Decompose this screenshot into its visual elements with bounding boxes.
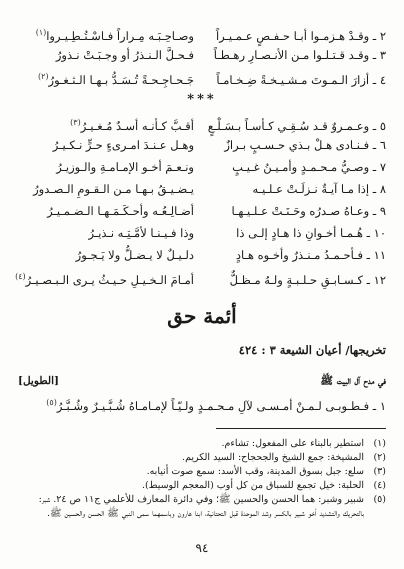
verse-second-hemistich: أمـامَ الـخـيـلِ حـيـثُ يـرى الـبـصـيـرُ	[25, 272, 194, 287]
footnote-marker[interactable]: (٢)	[37, 72, 49, 81]
verse-first-hemistich: ١ ـ فـطـوبـى لـمـنْ أمـسـى لآلِ مـحـمـدٍ	[197, 398, 386, 413]
occasion-row	[18, 370, 386, 392]
verse-first-hemistich: ٦ ـ فـنـادى هـلْ بـذي حـسـبٍ بـرازٌ	[224, 138, 386, 152]
verse-second-hemistich: دلـيـلٌ لا يـضـلُّ ولا يَـجـورُ	[75, 248, 194, 262]
footnotes	[18, 437, 386, 521]
footnote-number: (٢)	[373, 452, 386, 463]
verse-first-hemistich: ٩ ـ وعـاهُ صـدرُه وحَـنَـتْ عـلـيـهـا	[231, 204, 386, 218]
verse-second-hemistich-wrap	[18, 178, 194, 200]
verse-second-hemistich: وذا فـيـنـا لأمَّـتِـه نـذيـرُ	[88, 226, 194, 240]
verse-line	[18, 134, 386, 156]
footnote-item	[18, 479, 386, 493]
footnote-marker[interactable]: (٤)	[15, 272, 26, 281]
verse-line	[18, 66, 386, 88]
verse-first-hemistich: ٥ ـ وعـمـروٌ قـد سُـقِـي كـأسـاً بـسَـلْـعٍ	[207, 118, 386, 133]
verse-first-hemistich: ٧ ـ وصـيُّ مـحـمـدٍ وأمـيـنُ غـيـبٍ	[232, 160, 386, 174]
footnote-item	[18, 451, 386, 465]
verse-second-hemistich: ولـيّـاً لإمـامـاهُ شُـبَّـيـرٌ وشُـبَّـرُ	[56, 398, 194, 413]
footnote-marker[interactable]: (١)	[35, 28, 47, 37]
footnote-marker[interactable]: (٣)	[70, 118, 81, 127]
footnote-number: (٣)	[373, 466, 386, 477]
footnote-marker[interactable]: (٥)	[46, 398, 57, 407]
poem-b	[15, 112, 386, 288]
verse-line	[18, 156, 386, 178]
verse-line	[18, 178, 386, 200]
footnote-text: استطير بالبناء على المفعول: تشاءم.	[221, 438, 364, 449]
verse-second-hemistich: أضـالِـعُـه وأحـكَـمَـهـا الـضـمـيـرُ	[47, 204, 194, 218]
verse-line	[18, 112, 386, 134]
verse-first-hemistich: ٢ ـ وقـدْ هـزمـوا أبـا حـفـصٍ عـمـيـراً	[215, 28, 386, 43]
poem-a	[18, 22, 386, 88]
footnote-text: سلع: جبل بسوق المدينة، وقب الأسد: سمع صوت أنيابه.	[146, 466, 364, 477]
verse-second-hemistich-wrap	[18, 244, 194, 266]
verse-second-hemistich-wrap	[18, 200, 194, 222]
book-page	[15, 22, 386, 552]
verse-first-hemistich: ١٠ ـ هُـمـا أخـوانِ ذا هـادٍ إلـى ذا	[236, 226, 386, 240]
verse-first-hemistich: ٤ ـ أزارَ الـمـوتَ مـشـيـخـةً ضِـخـامـاً	[216, 72, 386, 87]
verse-second-hemistich-wrap	[18, 222, 194, 244]
verse-line	[18, 244, 386, 266]
verse-second-hemistich: يـضـيـقُ بـهـا مـن الـقـومِ الـصـدورُ	[33, 182, 194, 196]
verse-second-hemistich-wrap	[18, 66, 194, 91]
footnote-item	[18, 437, 386, 451]
verse-second-hemistich-wrap	[18, 134, 194, 156]
verse-first-hemistich: ٨ ـ إذا مـا آيـةٌ نـزلَـتْ عـلـيـه	[252, 182, 386, 196]
verse-second-hemistich-wrap	[15, 266, 194, 291]
verse-line	[15, 266, 386, 288]
source-line: تخريجها/ أعيان الشيعة ٣ : ٤٢٤	[238, 343, 386, 357]
verse-first-hemistich: ١١ ـ فـأحـمـدُ مـنـذرٌ وأخـوه هـادٍ	[235, 248, 386, 262]
verse-second-hemistich: وصـاحِـبَـه مِـراراً فـاسْـتُـطِـيـروا	[46, 28, 194, 43]
verse-first-hemistich: ١٢ ـ كـسـابـقِ حـلـبـةٍ ولـهُ مـظـلٌّ	[229, 272, 386, 287]
footnote-divider	[216, 428, 386, 429]
footnote-text: المشيخة: جمع الشيخ والجحجاح: السيد الكريم.	[182, 452, 364, 463]
footnote-item	[18, 493, 386, 521]
footnote-item	[18, 465, 386, 479]
verse-second-hemistich: أقـبَّ كـأنـه أسـدٌ مُـغـيـرُ	[80, 118, 194, 133]
verse-second-hemistich: ونـعـمَ أخـو الإمـامـةِ والـوزيـرُ	[56, 160, 194, 174]
verse-line	[18, 222, 386, 244]
verse-second-hemistich: جَـحـاجِـحـةً تُـسَـدُّ بـهـا الـثـغـورُ	[48, 72, 194, 87]
verse-second-hemistich: وهـل عـنـدَ امـرىءٍ حـرٍّ نـكـيـرُ	[52, 138, 194, 152]
verse-line	[18, 22, 386, 44]
section-title: أئمة حق	[167, 304, 237, 328]
footnote-number: (٥)	[373, 494, 386, 505]
footnote-text: الحلبة: خيل تجمع للسباق من كل أوب (المعجم الوسيط).	[141, 480, 364, 491]
poem-c	[18, 392, 386, 414]
footnote-number: (١)	[373, 438, 386, 449]
verse-second-hemistich: فـحـلَّ الـنـذرُ أو وجـبَـتْ نـذورُ	[55, 48, 194, 62]
verse-first-hemistich: ٣ ـ وقـد قـتـلـوا مـن الأنـصـارِ رهـطـاً	[213, 48, 386, 62]
meter-label: [الطويل]	[18, 375, 59, 387]
verse-second-hemistich-wrap	[18, 44, 194, 66]
verse-second-hemistich-wrap	[18, 392, 194, 417]
occasion-label: في مدح آل البيت ﷺ	[320, 375, 386, 387]
verse-second-hemistich-wrap	[18, 156, 194, 178]
footnote-number: (٤)	[373, 480, 386, 491]
section-separator: ***	[187, 92, 217, 107]
verse-line	[18, 44, 386, 66]
page-number: ٩٤	[195, 541, 209, 555]
verse-line	[18, 392, 386, 414]
footnote-text: شبير وشبر: هما الحسن والحسين ﷺ؛ وفي دائرة المعارف للأعلمي ج١١ ص ٢٤. شبر: بالتحريك والتشديد أخو شبير بالكسر وشد الموحدة قبل التحتانية، ابنا هارون وباسمهما سمى النبي ﷺ الحسن والحسين ﷺ.	[38, 494, 364, 519]
verse-line	[18, 200, 386, 222]
